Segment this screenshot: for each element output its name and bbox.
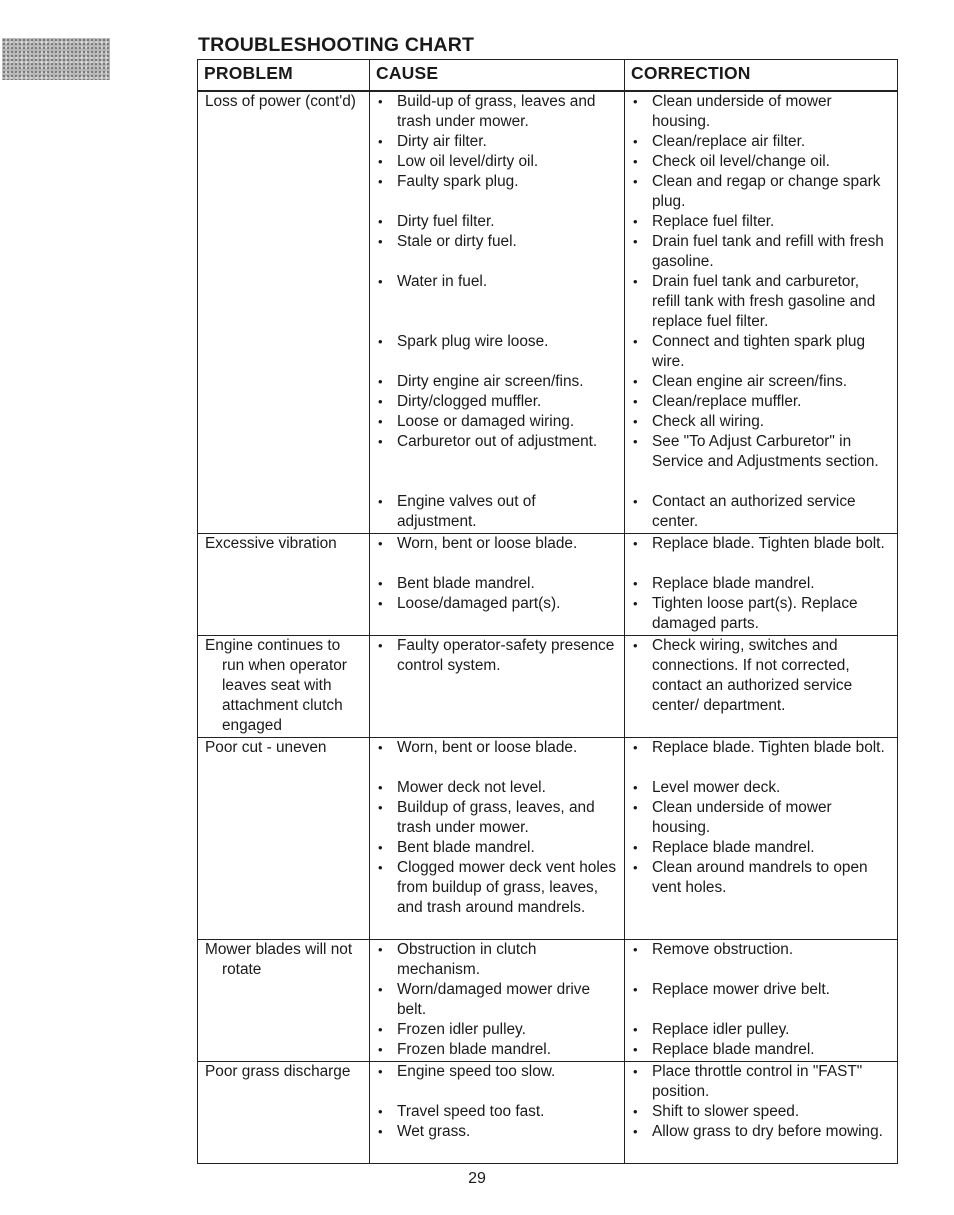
correction-item: • Replace mower drive belt.	[632, 980, 891, 1020]
cause-item: • Water in fuel.	[377, 272, 618, 332]
correction-item: • Check oil level/change oil.	[632, 152, 891, 172]
correction-item: • Replace blade mandrel.	[632, 1040, 891, 1060]
cause-list	[377, 1062, 618, 1162]
correction-item: • Replace blade. Tighten blade bolt.	[632, 738, 891, 778]
correction-item: • Drain fuel tank and carburetor, refill tank with fresh gasoline and replace fuel filter.	[632, 272, 891, 332]
correction-list	[632, 940, 891, 1060]
correction-list	[632, 1062, 891, 1162]
page-title: TROUBLESHOOTING CHART	[198, 34, 475, 56]
table-body	[198, 91, 898, 1164]
cause-item: • Engine speed too slow.	[377, 1062, 618, 1102]
page-number: 29	[468, 1170, 486, 1187]
problem-cell	[198, 1062, 370, 1164]
cause-list	[377, 534, 618, 634]
correction-item: • Check all wiring.	[632, 412, 891, 432]
problem-text: Excessive vibration	[205, 535, 337, 552]
cause-item: • Engine valves out of adjustment.	[377, 492, 618, 532]
correction-item: • Replace blade. Tighten blade bolt.	[632, 534, 891, 574]
cause-item: • Worn/damaged mower drive belt.	[377, 980, 618, 1020]
correction-cell	[625, 738, 898, 940]
cause-cell	[370, 738, 625, 940]
cause-item: • Wet grass.	[377, 1122, 618, 1162]
corner-tab-marker	[2, 38, 110, 80]
cause-item: • Worn, bent or loose blade.	[377, 738, 618, 778]
table-row	[198, 738, 898, 940]
cause-item: • Obstruction in clutch mechanism.	[377, 940, 618, 980]
cause-item: • Mower deck not level.	[377, 778, 618, 798]
problem-cell	[198, 91, 370, 534]
cause-list	[377, 636, 618, 736]
correction-item: • Drain fuel tank and refill with fresh gasoline.	[632, 232, 891, 272]
correction-item: • Clean engine air screen/fins.	[632, 372, 891, 392]
table-row	[198, 636, 898, 738]
correction-list	[632, 636, 891, 736]
cause-item: • Frozen idler pulley.	[377, 1020, 618, 1040]
cause-cell	[370, 91, 625, 534]
table-row	[198, 1062, 898, 1164]
correction-list	[632, 738, 891, 938]
correction-item: • Level mower deck.	[632, 778, 891, 798]
problem-text: Mower blades will not rotate	[205, 941, 353, 978]
cause-item: • Bent blade mandrel.	[377, 574, 618, 594]
correction-cell	[625, 636, 898, 738]
cause-item: • Dirty engine air screen/fins.	[377, 372, 618, 392]
cause-item: • Clogged mower deck vent holes from buildup of grass, leaves, and trash around mandrels.	[377, 858, 618, 938]
correction-item: • See "To Adjust Carburetor" in Service and Adjustments section.	[632, 432, 891, 492]
problem-cell	[198, 738, 370, 940]
correction-item: • Remove obstruction.	[632, 940, 891, 980]
correction-cell	[625, 534, 898, 636]
cause-item: • Low oil level/dirty oil.	[377, 152, 618, 172]
cause-list	[377, 940, 618, 1060]
correction-item: • Replace fuel filter.	[632, 212, 891, 232]
correction-cell	[625, 91, 898, 534]
problem-text: Loss of power (cont'd)	[205, 93, 356, 110]
table-row	[198, 940, 898, 1062]
cause-item: • Faulty operator-safety presence control system.	[377, 636, 618, 736]
cause-item: • Frozen blade mandrel.	[377, 1040, 618, 1060]
cause-item: • Travel speed too fast.	[377, 1102, 618, 1122]
correction-list	[632, 534, 891, 634]
correction-column-header: CORRECTION	[625, 60, 898, 92]
cause-item: • Stale or dirty fuel.	[377, 232, 618, 272]
problem-text: Engine continues to run when operator leaves seat with attachment clutch engaged	[205, 637, 347, 734]
correction-list	[632, 92, 891, 532]
problem-text: Poor grass discharge	[205, 1063, 351, 1080]
cause-item: • Build-up of grass, leaves and trash under mower.	[377, 92, 618, 132]
cause-item: • Carburetor out of adjustment.	[377, 432, 618, 492]
correction-cell	[625, 1062, 898, 1164]
correction-item: • Clean/replace muffler.	[632, 392, 891, 412]
problem-text: Poor cut - uneven	[205, 739, 327, 756]
correction-item: • Clean and regap or change spark plug.	[632, 172, 891, 212]
cause-item: • Spark plug wire loose.	[377, 332, 618, 372]
correction-item: • Clean/replace air filter.	[632, 132, 891, 152]
problem-column-header: PROBLEM	[198, 60, 370, 92]
cause-item: • Bent blade mandrel.	[377, 838, 618, 858]
cause-item: • Dirty fuel filter.	[377, 212, 618, 232]
correction-item: • Clean around mandrels to open vent holes.	[632, 858, 891, 938]
cause-item: • Loose or damaged wiring.	[377, 412, 618, 432]
cause-cell	[370, 1062, 625, 1164]
problem-cell	[198, 636, 370, 738]
troubleshooting-table	[197, 59, 898, 1164]
correction-item: • Contact an authorized service center.	[632, 492, 891, 532]
correction-item: • Tighten loose part(s). Replace damaged parts.	[632, 594, 891, 634]
cause-item: • Dirty air filter.	[377, 132, 618, 152]
correction-cell	[625, 940, 898, 1062]
correction-item: • Replace idler pulley.	[632, 1020, 891, 1040]
correction-item: • Shift to slower speed.	[632, 1102, 891, 1122]
table-header-row	[198, 60, 898, 92]
cause-item: • Faulty spark plug.	[377, 172, 618, 212]
cause-cell	[370, 940, 625, 1062]
correction-item: • Replace blade mandrel.	[632, 574, 891, 594]
problem-cell	[198, 940, 370, 1062]
table-row	[198, 91, 898, 534]
cause-list	[377, 92, 618, 532]
cause-list	[377, 738, 618, 938]
cause-item: • Buildup of grass, leaves, and trash under mower.	[377, 798, 618, 838]
cause-cell	[370, 534, 625, 636]
cause-item: • Dirty/clogged muffler.	[377, 392, 618, 412]
correction-item: • Allow grass to dry before mowing.	[632, 1122, 891, 1162]
correction-item: • Check wiring, switches and connections. If not corrected, contact an authorized service center/ department.	[632, 636, 891, 736]
correction-item: • Clean underside of mower housing.	[632, 92, 891, 132]
correction-item: • Replace blade mandrel.	[632, 838, 891, 858]
correction-item: • Place throttle control in "FAST" position.	[632, 1062, 891, 1102]
cause-item: • Loose/damaged part(s).	[377, 594, 618, 634]
correction-item: • Connect and tighten spark plug wire.	[632, 332, 891, 372]
problem-cell	[198, 534, 370, 636]
cause-cell	[370, 636, 625, 738]
cause-item: • Worn, bent or loose blade.	[377, 534, 618, 574]
cause-column-header: CAUSE	[370, 60, 625, 92]
correction-item: • Clean underside of mower housing.	[632, 798, 891, 838]
table-row	[198, 534, 898, 636]
